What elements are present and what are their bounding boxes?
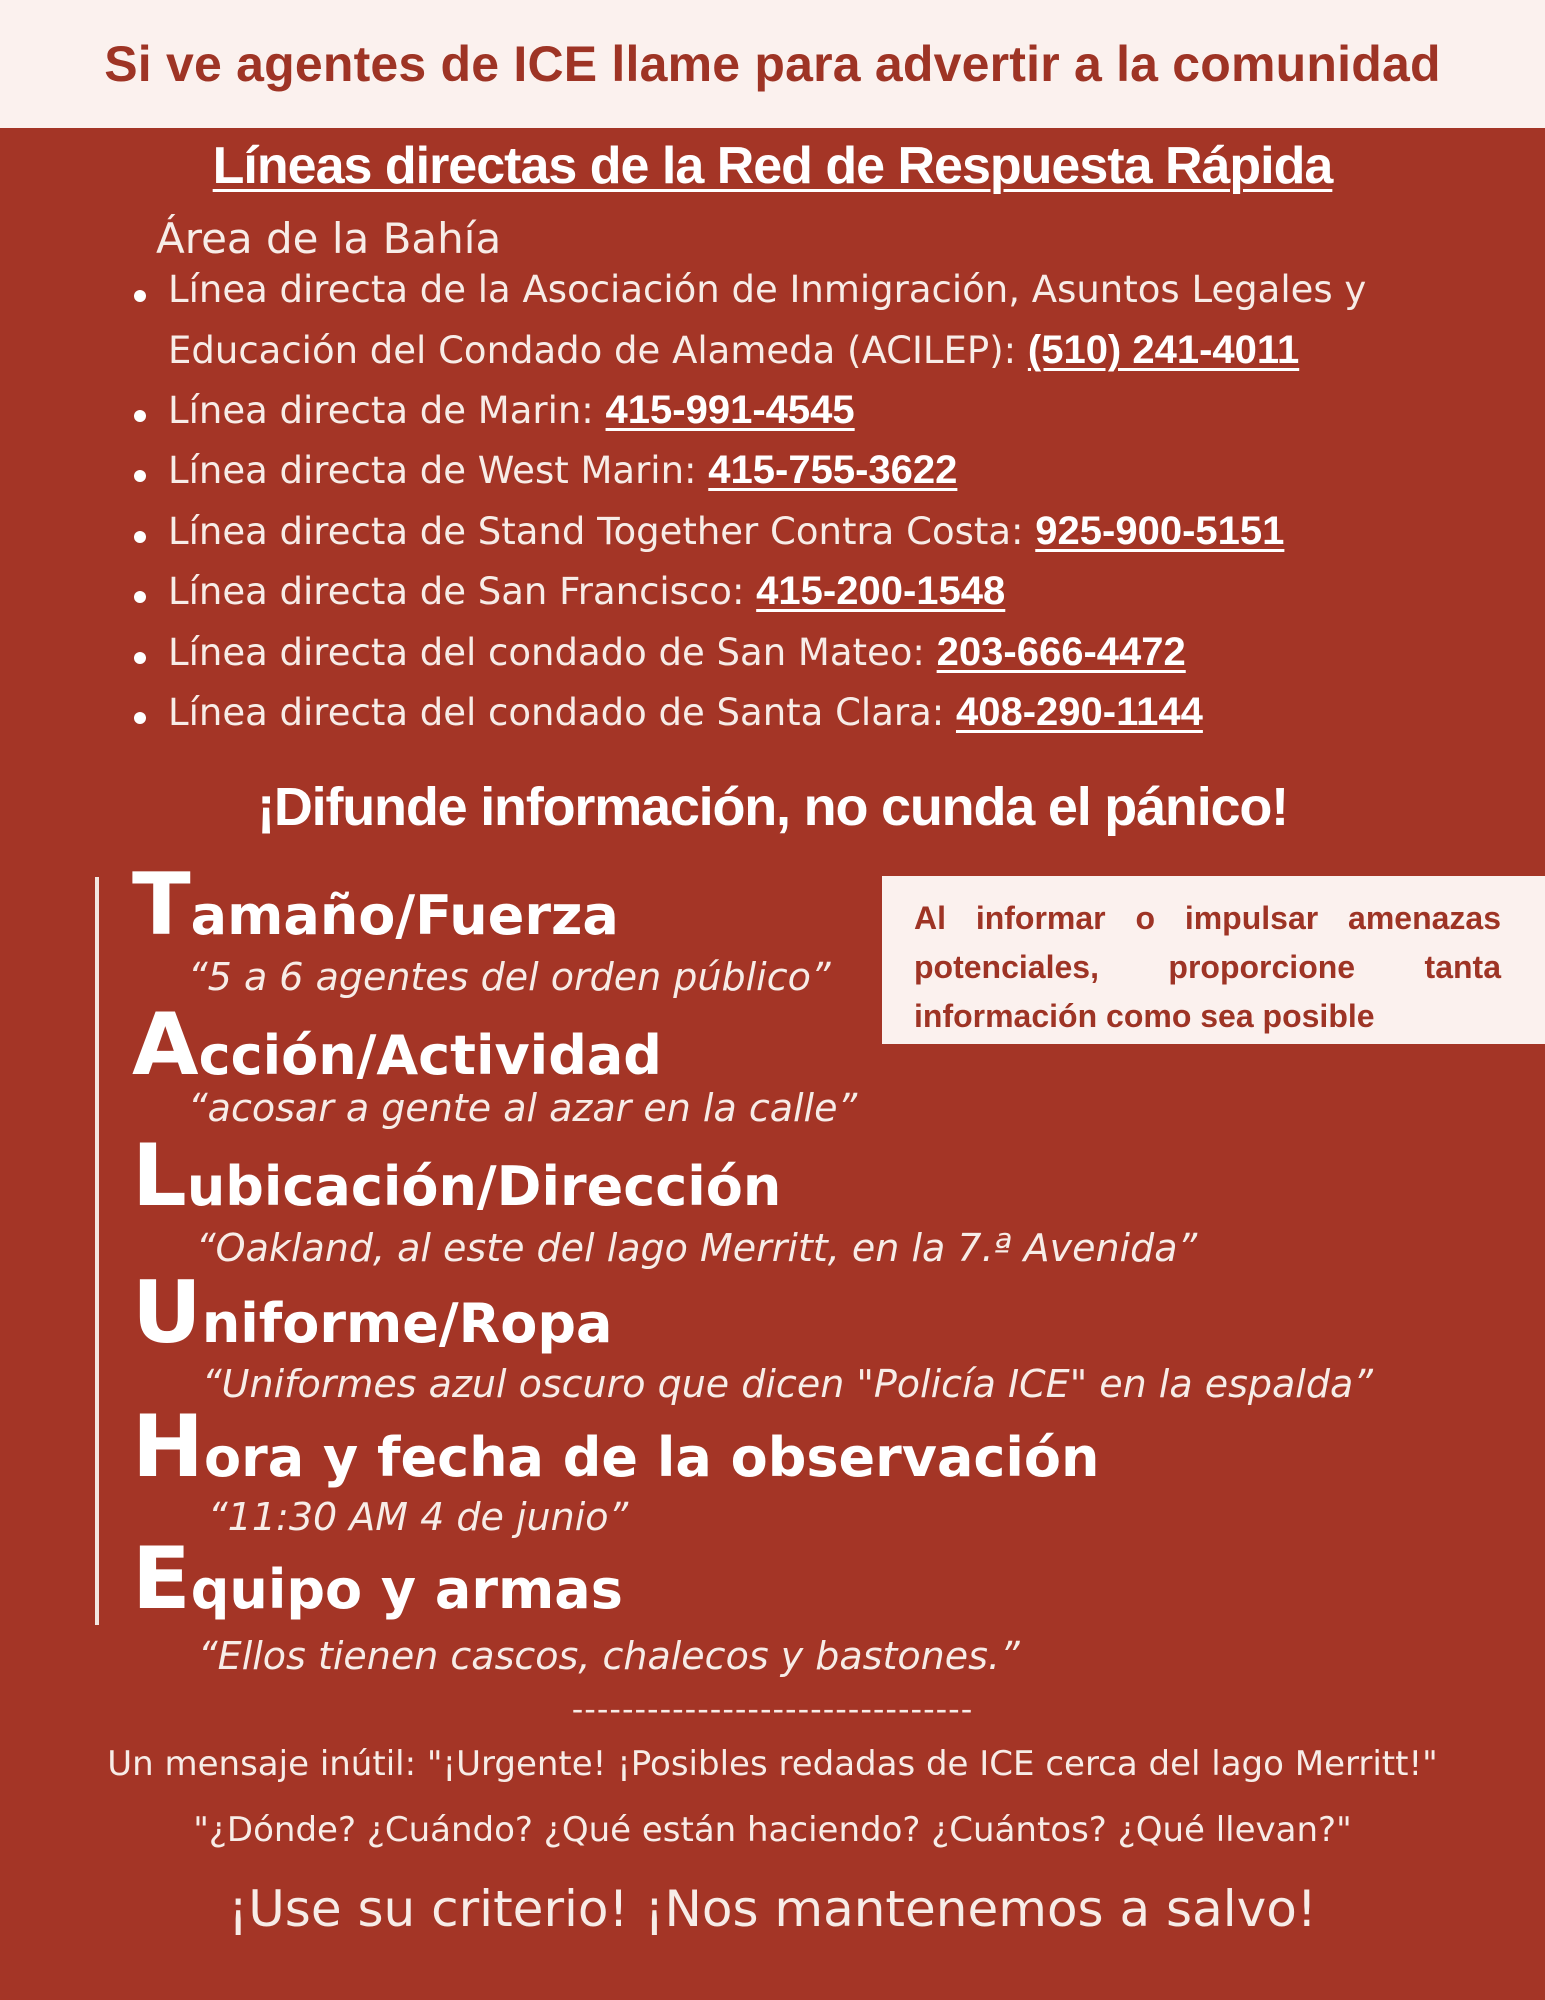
acronym-rest: quipo y armas <box>190 1558 623 1621</box>
list-item <box>168 630 1186 675</box>
divider <box>95 877 99 1625</box>
bullet-icon <box>134 652 146 664</box>
hotline-phone-link[interactable]: 415-755-3622 <box>708 448 958 492</box>
acronym-example: “Oakland, al este del lago Merritt, en la 7.ª Avenida” <box>196 1226 1198 1270</box>
hotline-phone-link[interactable]: 203-666-4472 <box>936 630 1186 674</box>
acronym-letter: H <box>132 1397 204 1497</box>
bullet-icon <box>134 531 146 543</box>
acronym-rest: cción/Actividad <box>198 1024 662 1087</box>
list-item <box>168 388 855 433</box>
hotline-label: Línea directa de San Francisco: <box>168 570 757 613</box>
hotline-phone-link[interactable]: (510) 241-4011 <box>1027 328 1300 372</box>
list-item <box>168 268 1366 311</box>
closing-line: ¡Use su criterio! ¡Nos mantenemos a salvo! <box>228 1880 1317 1938</box>
hotline-phone-link[interactable]: 925-900-5151 <box>1035 509 1285 553</box>
bullet-icon <box>134 290 146 302</box>
spread-heading: ¡Difunde información, no cunda el pánico! <box>257 777 1288 837</box>
hotline-label: Línea directa del condado de San Mateo: <box>168 631 937 674</box>
acronym-term <box>132 995 662 1095</box>
acronym-term <box>132 1126 782 1226</box>
acronym-term <box>132 1529 623 1629</box>
acronym-example: “acosar a gente al azar en la calle” <box>188 1086 858 1130</box>
acronym-term <box>132 1263 613 1363</box>
hotline-label: Línea directa de Stand Together Contra Costa: <box>168 510 1036 553</box>
questions-line: "¿Dónde? ¿Cuándo? ¿Qué están haciendo? ¿Cuántos? ¿Qué llevan?" <box>193 1810 1352 1850</box>
list-item <box>168 448 957 493</box>
acronym-letter: U <box>132 1263 202 1363</box>
bullet-icon <box>134 410 146 422</box>
hotlines-title: Líneas directas de la Red de Respuesta Rápida <box>212 137 1333 195</box>
bullet-icon <box>134 712 146 724</box>
acronym-letter: E <box>132 1529 191 1629</box>
acronym-term <box>132 1397 1100 1497</box>
list-item <box>168 569 1005 614</box>
hotline-phone-link[interactable]: 415-991-4545 <box>605 388 855 432</box>
region-label: Área de la Bahía <box>156 214 502 263</box>
list-item-continuation <box>168 328 1299 373</box>
header-banner <box>0 0 1545 128</box>
acronym-example: “11:30 AM 4 de junio” <box>208 1495 629 1539</box>
bullet-icon <box>134 470 146 482</box>
list-item <box>168 509 1284 554</box>
hotline-label: Línea directa de Marin: <box>168 389 606 432</box>
list-item <box>168 690 1203 735</box>
acronym-example: “Ellos tienen cascos, chalecos y bastones.” <box>198 1634 1020 1678</box>
hotline-label: Línea directa del condado de Santa Clara: <box>168 691 956 734</box>
hotline-label: Línea directa de la Asociación de Inmigración, Asuntos Legales y <box>168 268 1367 311</box>
bad-message-example: Un mensaje inútil: "¡Urgente! ¡Posibles redadas de ICE cerca del lago Merritt!" <box>107 1744 1438 1784</box>
acronym-letter: A <box>132 995 199 1095</box>
dashed-separator: -------------------------------- <box>571 1690 974 1728</box>
acronym-example: “Uniformes azul oscuro que dicen "Policía ICE" en la espalda” <box>202 1362 1373 1406</box>
acronym-letter: T <box>132 855 191 955</box>
acronym-rest: ora y fecha de la observación <box>203 1426 1100 1489</box>
acronym-rest: niforme/Ropa <box>201 1292 613 1355</box>
callout-text: Al informar o impulsar amenazas potenciales, proporcione tanta información como sea posible <box>914 900 1501 1034</box>
hotline-phone-link[interactable]: 408-290-1144 <box>955 690 1203 734</box>
hotline-phone-link[interactable]: 415-200-1548 <box>756 569 1006 613</box>
acronym-rest: amaño/Fuerza <box>190 884 619 947</box>
bullet-icon <box>134 591 146 603</box>
page-title: Si ve agentes de ICE llame para advertir a la comunidad <box>104 36 1441 92</box>
hotline-label: Línea directa de West Marin: <box>168 449 709 492</box>
callout-box <box>882 876 1545 1044</box>
hotline-label: Educación del Condado de Alameda (ACILEP): <box>168 329 1028 372</box>
acronym-rest: ubicación/Dirección <box>186 1155 782 1218</box>
acronym-term <box>132 855 619 955</box>
acronym-example: “5 a 6 agentes del orden público” <box>188 955 831 999</box>
acronym-letter: L <box>132 1126 187 1226</box>
